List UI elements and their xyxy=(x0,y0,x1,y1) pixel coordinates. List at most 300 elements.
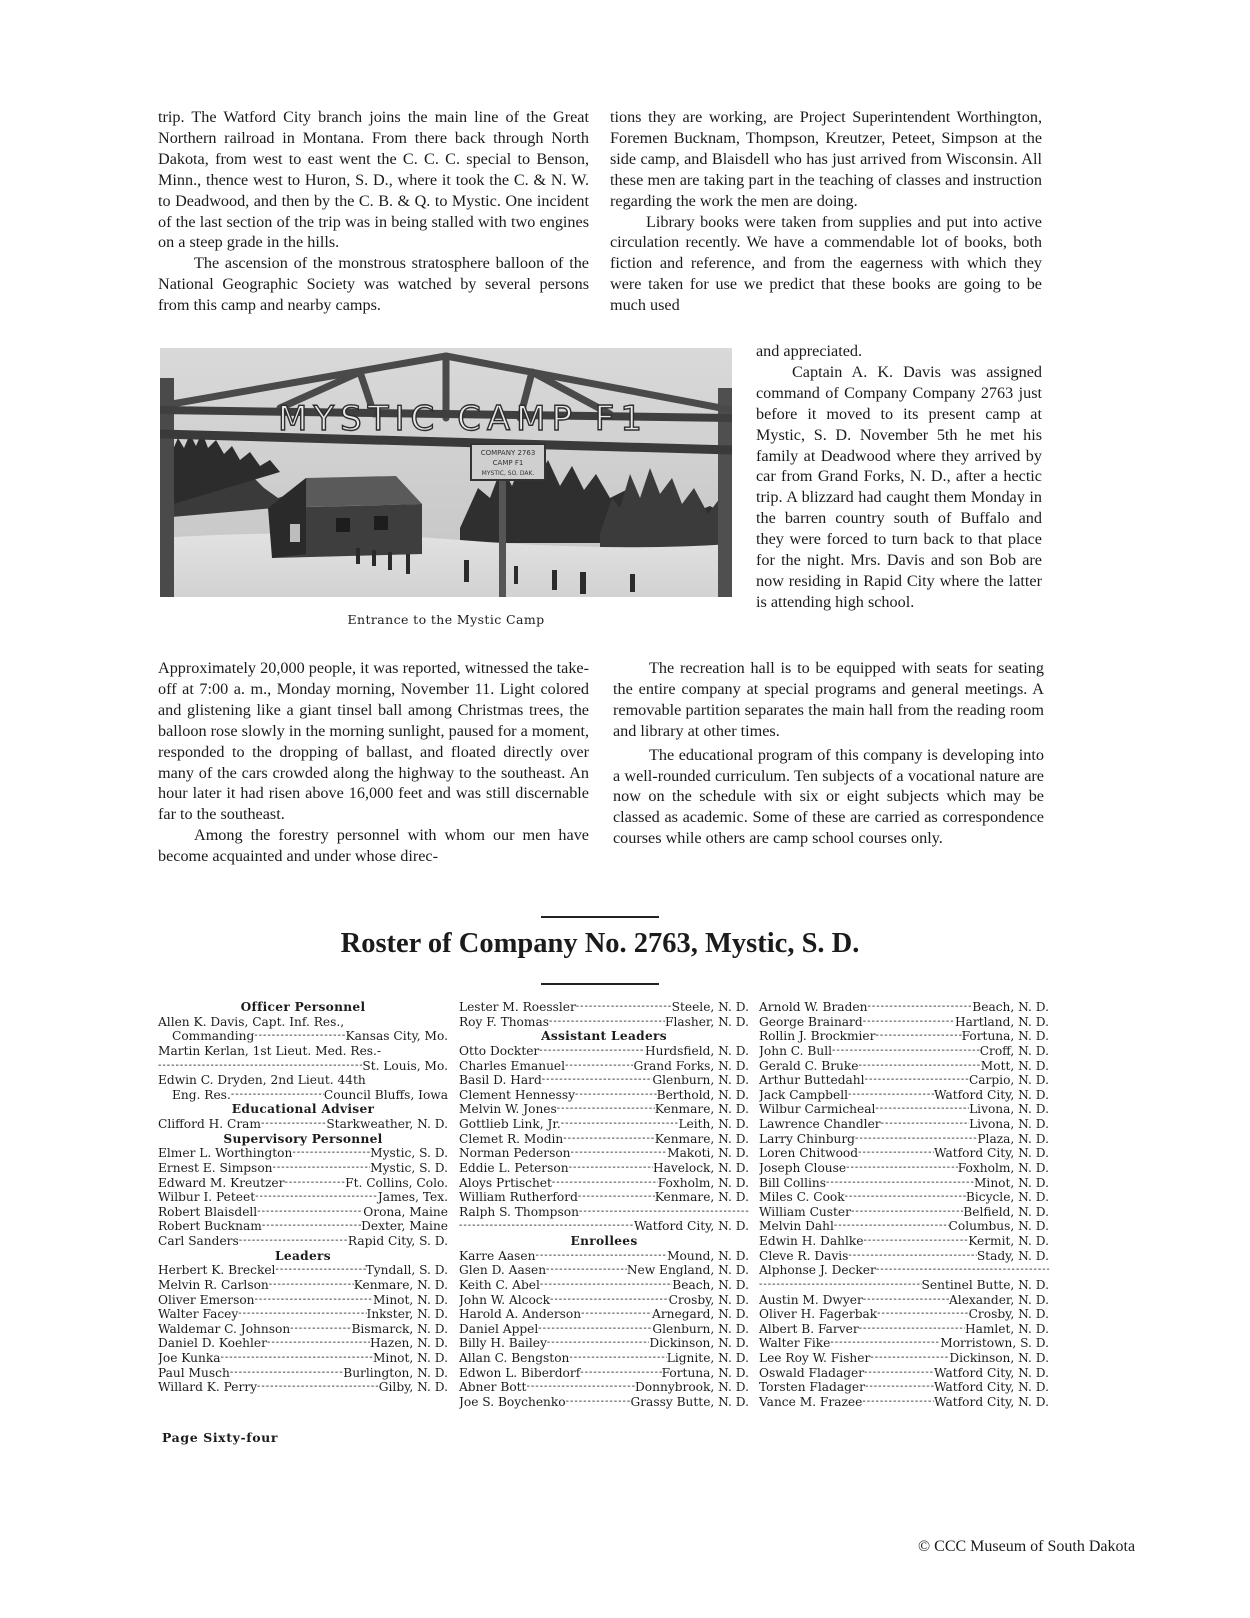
leader-dashes xyxy=(290,1322,351,1337)
leader-dashes xyxy=(858,1146,934,1161)
roster-entry xyxy=(759,1117,1049,1132)
roster-entry xyxy=(459,1249,749,1264)
roster-hometown: Beach, N. D. xyxy=(672,1277,749,1292)
roster-hometown: Columbus, N. D. xyxy=(948,1219,1049,1234)
leader-dashes xyxy=(257,1205,363,1220)
roster-entry xyxy=(759,1322,1049,1337)
roster-hometown: Bismarck, N. D. xyxy=(351,1321,448,1336)
roster-hometown: Watford City, N. D. xyxy=(634,1219,749,1234)
leader-dashes xyxy=(875,1102,969,1117)
roster-name: Bill Collins xyxy=(759,1175,826,1190)
leader-dashes xyxy=(262,1219,361,1234)
roster-name: Roy F. Thomas xyxy=(459,1014,549,1029)
roster-entry xyxy=(459,1278,749,1293)
roster-hometown: Hazen, N. D. xyxy=(370,1336,448,1351)
roster-name: Larry Chinburg xyxy=(759,1131,855,1146)
roster-name: Melvin R. Carlson xyxy=(158,1277,269,1292)
leader-dashes xyxy=(864,1366,934,1381)
roster-hometown: Grassy Butte, N. D. xyxy=(630,1394,749,1409)
roster-hometown: Dexter, Maine xyxy=(361,1219,448,1234)
roster-entry xyxy=(459,1000,749,1015)
roster-entry xyxy=(759,1249,1049,1264)
roster-hometown: Kenmare, N. D. xyxy=(654,1190,749,1205)
paragraph: Approximately 20,000 people, it was reported, witnessed the take-off at 7:00 a. m., Monday morning, November 11. Light colored and glistening like a giant tinsel ball among Christmas trees, the balloon rose slowly in the morning sunlight, paused for a moment, responded to the dropping of ballast, and floated directly over many of the cars crowded along the highway to the southeast. An hour later it had risen above 16,000 feet and was still discernable far to the southeast. xyxy=(158,659,589,824)
leader-dashes xyxy=(267,1336,370,1351)
roster-hometown: Sentinel Butte, N. D. xyxy=(921,1277,1049,1292)
roster-entry xyxy=(158,1366,448,1381)
roster-entry xyxy=(459,1263,749,1278)
roster-name: Clement Hennessy xyxy=(459,1087,575,1102)
roster-name: Alphonse J. Decker xyxy=(759,1263,876,1278)
roster-entry xyxy=(759,1176,1049,1191)
roster-name: Miles C. Cook xyxy=(759,1190,845,1205)
leader-dashes xyxy=(261,1117,326,1132)
roster-section-heading: Supervisory Personnel xyxy=(223,1131,383,1146)
leader-dashes xyxy=(547,1336,649,1351)
roster-name: Allan C. Bengston xyxy=(459,1351,570,1365)
small-sign-line: COMPANY 2763 xyxy=(480,449,536,457)
leader-dashes xyxy=(579,1205,749,1220)
leader-dashes xyxy=(870,1351,949,1366)
roster-hometown: Inkster, N. D. xyxy=(366,1307,448,1322)
roster-entry xyxy=(459,1219,749,1234)
roster-hometown: Grand Forks, N. D. xyxy=(633,1058,749,1073)
leader-dashes xyxy=(230,1366,343,1381)
roster-entry xyxy=(158,1278,448,1293)
roster-hometown: Fortuna, N. D. xyxy=(961,1029,1049,1044)
roster-hometown: Foxholm, N. D. xyxy=(957,1160,1049,1175)
roster-hometown: Belfield, N. D. xyxy=(963,1204,1049,1219)
roster-entry xyxy=(759,1161,1049,1176)
roster-entry xyxy=(158,1307,448,1322)
leader-dashes xyxy=(269,1278,354,1293)
leader-dashes xyxy=(845,1190,966,1205)
roster-hometown: Foxholm, N. D. xyxy=(657,1175,749,1190)
roster-hometown: Starkweather, N. D. xyxy=(326,1117,448,1131)
roster-entry xyxy=(158,1190,448,1205)
roster-section-heading: Leaders xyxy=(275,1248,331,1263)
roster-entry xyxy=(158,1117,448,1132)
roster-hometown: Orona, Maine xyxy=(363,1204,448,1219)
leader-dashes xyxy=(539,1044,645,1059)
roster-name: Elmer L. Worthington xyxy=(158,1146,293,1161)
roster-entry xyxy=(459,1146,749,1161)
roster-name: Herbert K. Breckel xyxy=(158,1263,276,1278)
roster-entry xyxy=(158,1351,448,1366)
roster-hometown: Leith, N. D. xyxy=(678,1117,749,1131)
roster-entry xyxy=(158,1380,448,1395)
leader-dashes xyxy=(855,1132,977,1147)
roster-name: Joe Kunka xyxy=(158,1351,221,1365)
roster-name: Arnold W. Braden xyxy=(759,1000,868,1014)
leader-dashes xyxy=(569,1351,666,1366)
roster-entry xyxy=(459,1366,749,1381)
roster-name: Edwon L. Biberdorf xyxy=(459,1365,581,1380)
roster-entry xyxy=(459,1132,749,1147)
roster-entry xyxy=(158,1161,448,1176)
roster-section-heading: Enrollees xyxy=(570,1234,638,1248)
roster-name: Billy H. Bailey xyxy=(459,1336,547,1351)
camp-entrance-photo xyxy=(160,348,732,597)
roster-name: Melvin W. Jones xyxy=(459,1102,557,1117)
leader-dashes xyxy=(538,1322,652,1337)
paragraph: tions they are working, are Project Superintendent Worthington, Foremen Bucknam, Thompson, Kreutzer, Peteet, Simpson at the side camp, and Blaisdell who has just arrived from Wisconsin. All these men are taking part in the teaching of classes and instruction regarding the work the men are doing. xyxy=(610,108,1042,210)
roster-hometown: Carpio, N. D. xyxy=(968,1073,1049,1088)
leader-dashes xyxy=(292,1146,370,1161)
leader-dashes xyxy=(557,1102,655,1117)
roster-hometown: Hurdsfield, N. D. xyxy=(645,1043,749,1058)
roster-hometown: Watford City, N. D. xyxy=(934,1146,1049,1161)
roster-hometown: Kenmare, N. D. xyxy=(654,1102,749,1117)
leader-dashes xyxy=(459,1219,634,1234)
roster-entry xyxy=(459,1044,749,1059)
roster-entry xyxy=(158,1176,448,1191)
arch-sign-text: MYSTIC CAMP F1 xyxy=(278,399,648,439)
paragraph: trip. The Watford City branch joins the main line of the Great Northern railroad in Montana. From there back through North Dakota, from west to east went the C. C. C. special to Benson, Minn., thence west to Huron, S. D., where it took the C. & N. W. to Deadwood, and then by the C. B. & Q. to Mystic. One incident of the last section of the trip was in being stalled with two engines on a steep grade in the hills. xyxy=(158,108,589,252)
roster-name: Joe S. Boychenko xyxy=(459,1394,566,1409)
roster-entry xyxy=(459,1190,749,1205)
leader-dashes xyxy=(858,1059,980,1074)
leader-dashes xyxy=(254,1029,345,1044)
roster-hometown: Fortuna, N. D. xyxy=(661,1365,749,1380)
roster-name: Melvin Dahl xyxy=(759,1219,834,1234)
roster-name: Oliver H. Fagerbak xyxy=(759,1307,878,1322)
leader-dashes xyxy=(830,1336,940,1351)
article-column-left-top xyxy=(158,107,589,316)
roster-name: Harold A. Anderson xyxy=(459,1307,582,1322)
roster-hometown: Flasher, N. D. xyxy=(664,1014,749,1029)
leader-dashes xyxy=(566,1395,631,1410)
leader-dashes xyxy=(859,1322,965,1337)
leader-dashes xyxy=(158,1059,362,1074)
roster-entry xyxy=(459,1176,749,1191)
leader-dashes xyxy=(881,1117,969,1132)
article-column-right-top xyxy=(610,107,1042,316)
leader-dashes xyxy=(569,1161,653,1176)
roster-name: Arthur Buttedahl xyxy=(759,1073,865,1088)
leader-dashes xyxy=(581,1307,652,1322)
leader-dashes xyxy=(561,1117,679,1132)
roster-entry xyxy=(759,1351,1049,1366)
roster-entry xyxy=(158,1205,448,1220)
roster-entry xyxy=(459,1380,749,1395)
leader-dashes xyxy=(862,1395,934,1410)
roster-hometown: Gilby, N. D. xyxy=(378,1380,448,1395)
roster-name: Commanding xyxy=(172,1029,255,1044)
roster-hometown: Kenmare, N. D. xyxy=(353,1277,448,1292)
roster-hometown: Beach, N. D. xyxy=(972,1000,1049,1014)
divider-rule xyxy=(541,916,659,918)
roster-name: Lester M. Roessler xyxy=(459,1000,576,1014)
leader-dashes xyxy=(851,1205,963,1220)
roster-hometown: Mound, N. D. xyxy=(667,1248,749,1263)
paragraph: Captain A. K. Davis was assigned command of Company Company 2763 just before it moved to its present camp at Mystic, S. D. November 5th he met his family at Deadwood where they arrived by car from Grand Forks, N. D., after a hectic trip. A blizzard had caught them Monday in the barren country south of Buffalo and they were forced to turn back to that place for the night. Mrs. Davis and son Bob are now residing in Rapid City where the latter is attending high school. xyxy=(756,362,1042,611)
roster-entry xyxy=(459,1102,749,1117)
leader-dashes xyxy=(275,1263,365,1278)
roster-entry xyxy=(459,1351,749,1366)
roster-section-heading: Educational Adviser xyxy=(231,1102,375,1117)
roster-name: Wilbur Carmicheal xyxy=(759,1102,876,1117)
roster-name: Keith C. Abel xyxy=(459,1277,540,1292)
roster-name: Paul Musch xyxy=(158,1365,230,1380)
roster-name: Clemet R. Modin xyxy=(459,1131,564,1146)
roster-entry xyxy=(759,1293,1049,1308)
roster-name: Ralph S. Thompson xyxy=(459,1204,579,1219)
roster-name: Rollin J. Brockmier xyxy=(759,1029,876,1044)
roster-name: George Brainard xyxy=(759,1014,863,1029)
leader-dashes xyxy=(865,1380,934,1395)
roster-entry xyxy=(759,1088,1049,1103)
roster-name: Edward M. Kreutzer xyxy=(158,1175,285,1190)
roster-name: Albert B. Farver xyxy=(759,1321,859,1336)
leader-dashes xyxy=(826,1176,974,1191)
photo-caption: Entrance to the Mystic Camp xyxy=(347,612,545,627)
leader-dashes xyxy=(876,1263,1049,1278)
roster-name: Abner Bott xyxy=(459,1380,527,1395)
roster-name: Edwin H. Dahlke xyxy=(759,1234,864,1248)
roster-entry xyxy=(459,1073,749,1088)
roster-column-2 xyxy=(459,1000,749,1410)
roster-entry xyxy=(459,1015,749,1030)
leader-dashes xyxy=(865,1073,969,1088)
roster-section-heading: Assistant Leaders xyxy=(541,1029,667,1044)
leader-dashes xyxy=(550,1293,669,1308)
paragraph: The recreation hall is to be equipped with seats for seating the entire company at special programs and general meetings. A removable partition separates the main hall from the reading room and library at other times. xyxy=(613,659,1044,740)
roster-entry xyxy=(759,1073,1049,1088)
roster-name: Austin M. Dwyer xyxy=(759,1292,863,1307)
leader-dashes xyxy=(578,1190,655,1205)
roster-hometown: Mystic, S. D. xyxy=(370,1160,448,1175)
roster-hometown: Kermit, N. D. xyxy=(968,1234,1049,1248)
leader-dashes xyxy=(863,1293,949,1308)
roster-name: Oswald Fladager xyxy=(759,1365,865,1380)
roster-name: Oliver Emerson xyxy=(158,1292,255,1307)
roster-column-3 xyxy=(759,1000,1049,1410)
roster-hometown: Council Bluffs, Iowa xyxy=(323,1087,448,1102)
leader-dashes xyxy=(284,1176,345,1191)
roster-entry xyxy=(759,1234,1049,1249)
roster-entry xyxy=(759,1366,1049,1381)
roster-hometown: Mott, N. D. xyxy=(980,1058,1049,1073)
roster-name: Lee Roy W. Fisher xyxy=(759,1351,871,1365)
roster-entry xyxy=(459,1117,749,1132)
roster-hometown: Morristown, S. D. xyxy=(940,1336,1049,1351)
leader-dashes xyxy=(571,1146,668,1161)
leader-dashes xyxy=(832,1044,980,1059)
roster-hometown: Rapid City, S. D. xyxy=(347,1234,448,1248)
roster-hometown: Livona, N. D. xyxy=(969,1102,1049,1117)
roster-name: Lawrence Chandler xyxy=(759,1117,881,1131)
leader-dashes xyxy=(536,1249,668,1264)
leader-dashes xyxy=(540,1278,672,1293)
roster-name: Gerald C. Bruke xyxy=(759,1058,859,1073)
leader-dashes xyxy=(239,1234,348,1249)
roster-entry xyxy=(158,1234,448,1249)
roster-entry xyxy=(759,1307,1049,1322)
leader-dashes xyxy=(848,1249,976,1264)
leader-dashes xyxy=(580,1366,661,1381)
roster-hometown: Havelock, N. D. xyxy=(652,1160,749,1175)
roster-name: Basil D. Hard xyxy=(459,1073,542,1088)
roster-hometown: Tyndall, S. D. xyxy=(365,1263,448,1278)
roster-section-heading: Officer Personnel xyxy=(240,1000,366,1014)
roster-hometown: Alexander, N. D. xyxy=(949,1292,1049,1307)
leader-dashes xyxy=(549,1015,665,1030)
leader-dashes xyxy=(563,1132,654,1147)
leader-dashes xyxy=(552,1176,658,1191)
roster-entry xyxy=(158,1219,448,1234)
roster-hometown: Watford City, N. D. xyxy=(934,1380,1049,1395)
roster-entry xyxy=(158,1029,448,1044)
roster-name: Otto Dockter xyxy=(459,1043,540,1058)
leader-dashes xyxy=(542,1073,653,1088)
roster-name: Robert Blaisdell xyxy=(158,1204,258,1219)
roster-name: Willard K. Perry xyxy=(158,1380,258,1395)
page-number: Page Sixty-four xyxy=(162,1430,279,1445)
roster-name: Eddie L. Peterson xyxy=(459,1160,569,1175)
roster-entry xyxy=(759,1190,1049,1205)
paragraph: The ascension of the monstrous stratosphere balloon of the National Geographic Society was watched by several persons from this camp and nearby camps. xyxy=(158,254,589,315)
roster-name: Norman Pederson xyxy=(459,1146,571,1161)
roster-entry xyxy=(759,1205,1049,1220)
roster-name: William Custer xyxy=(759,1204,851,1219)
roster-name: Robert Bucknam xyxy=(158,1219,262,1234)
roster-column-1 xyxy=(158,1000,448,1395)
leader-dashes xyxy=(273,1161,371,1176)
roster-entry xyxy=(459,1059,749,1074)
roster-name: John C. Bull xyxy=(759,1043,833,1058)
roster-hometown: Hartland, N. D. xyxy=(954,1014,1049,1029)
roster-hometown: Makoti, N. D. xyxy=(667,1146,749,1161)
small-sign-line: MYSTIC, SO. DAK. xyxy=(481,470,535,477)
roster-entry xyxy=(459,1205,749,1220)
roster-entry xyxy=(759,1059,1049,1074)
leader-dashes xyxy=(875,1029,961,1044)
roster-hometown: Croff, N. D. xyxy=(979,1043,1049,1058)
roster-hometown: Watford City, N. D. xyxy=(934,1394,1049,1409)
roster-hometown: Stady, N. D. xyxy=(976,1248,1049,1263)
roster-hometown: Hamlet, N. D. xyxy=(964,1321,1049,1336)
roster-name: Walter Facey xyxy=(158,1307,239,1322)
roster-entry xyxy=(759,1380,1049,1395)
leader-dashes xyxy=(221,1351,373,1366)
leader-dashes xyxy=(231,1088,324,1103)
roster-entry xyxy=(459,1161,749,1176)
roster-entry xyxy=(759,1336,1049,1351)
roster-hometown: Kansas City, Mo. xyxy=(345,1029,448,1044)
leader-dashes xyxy=(863,1015,955,1030)
roster-entry xyxy=(759,1219,1049,1234)
roster-hometown: Burlington, N. D. xyxy=(343,1365,448,1380)
roster-hometown: Watford City, N. D. xyxy=(934,1365,1049,1380)
roster-hometown: Minot, N. D. xyxy=(973,1175,1049,1190)
leader-dashes xyxy=(834,1219,949,1234)
roster-entry xyxy=(158,1336,448,1351)
roster-entry xyxy=(759,1044,1049,1059)
roster-name: Glen D. Aasen xyxy=(459,1263,547,1278)
roster-text-line: Allen K. Davis, Capt. Inf. Res., xyxy=(158,1014,345,1029)
roster-hometown: Watford City, N. D. xyxy=(934,1087,1049,1102)
roster-entry xyxy=(158,1293,448,1308)
divider-rule xyxy=(541,983,659,985)
paragraph: Among the forestry personnel with whom our men have become acquainted and under whose direc- xyxy=(158,826,589,866)
roster-hometown: Berthold, N. D. xyxy=(656,1087,749,1102)
roster-hometown: Kenmare, N. D. xyxy=(654,1131,749,1146)
roster-hometown: Plaza, N. D. xyxy=(977,1131,1049,1146)
roster-name: Joseph Clouse xyxy=(759,1160,847,1175)
roster-name: Karre Aasen xyxy=(459,1248,536,1263)
roster-hometown: Ft. Collins, Colo. xyxy=(345,1175,448,1190)
roster-entry xyxy=(158,1088,448,1103)
leader-dashes xyxy=(575,1088,657,1103)
leader-dashes xyxy=(257,1380,379,1395)
leader-dashes xyxy=(848,1088,934,1103)
roster-entry xyxy=(459,1088,749,1103)
leader-dashes xyxy=(576,1000,672,1015)
roster-name: Cleve R. Davis xyxy=(759,1248,849,1263)
roster-name: Clifford H. Cram xyxy=(158,1117,261,1131)
roster-hometown: James, Tex. xyxy=(377,1190,448,1205)
leader-dashes xyxy=(255,1190,378,1205)
roster-hometown: St. Louis, Mo. xyxy=(362,1058,448,1073)
roster-hometown: Crosby, N. D. xyxy=(668,1292,749,1307)
article-column-right-bottom xyxy=(613,658,1044,849)
small-sign-line: CAMP F1 xyxy=(492,459,524,467)
roster-entry xyxy=(158,1263,448,1278)
roster-entry xyxy=(759,1395,1049,1410)
leader-dashes xyxy=(759,1278,922,1293)
roster-entry xyxy=(158,1146,448,1161)
roster-hometown: Crosby, N. D. xyxy=(968,1307,1049,1322)
leader-dashes xyxy=(864,1234,969,1249)
roster-entry xyxy=(759,1000,1049,1015)
roster-entry xyxy=(759,1278,1049,1293)
roster-hometown: Livona, N. D. xyxy=(969,1117,1049,1131)
article-column-right-narrow xyxy=(756,341,1042,613)
roster-name: Walter Fike xyxy=(759,1336,831,1351)
roster-hometown: Lignite, N. D. xyxy=(666,1351,749,1365)
roster-name: Daniel Appel xyxy=(459,1321,539,1336)
roster-hometown: Steele, N. D. xyxy=(671,1000,749,1014)
roster-hometown: Arnegard, N. D. xyxy=(652,1307,749,1322)
roster-entry xyxy=(158,1059,448,1074)
roster-name: Aloys Prtischet xyxy=(459,1175,552,1190)
roster-entry xyxy=(759,1263,1049,1278)
roster-hometown: Minot, N. D. xyxy=(372,1351,448,1365)
roster-name: Gottlieb Link, Jr. xyxy=(459,1117,561,1131)
roster-hometown: Bicycle, N. D. xyxy=(965,1190,1049,1205)
leader-dashes xyxy=(238,1307,366,1322)
roster-name: Ernest E. Simpson xyxy=(158,1160,273,1175)
roster-entry xyxy=(459,1395,749,1410)
leader-dashes xyxy=(877,1307,968,1322)
roster-entry xyxy=(759,1029,1049,1044)
roster-entry xyxy=(459,1322,749,1337)
roster-name: Carl Sanders xyxy=(158,1234,239,1248)
roster-entry xyxy=(759,1146,1049,1161)
leader-dashes xyxy=(867,1000,972,1015)
roster-title: Roster of Company No. 2763, Mystic, S. D. xyxy=(340,928,860,959)
roster-entry xyxy=(759,1132,1049,1147)
roster-hometown: New England, N. D. xyxy=(626,1263,749,1278)
roster-entry xyxy=(459,1293,749,1308)
roster-name: Waldemar C. Johnson xyxy=(158,1321,291,1336)
copyright-notice: © CCC Museum of South Dakota xyxy=(918,1538,1136,1555)
leader-dashes xyxy=(846,1161,958,1176)
roster-name: Wilbur I. Peteet xyxy=(158,1190,256,1205)
roster-name: Torsten Fladager xyxy=(759,1380,865,1395)
leader-dashes xyxy=(565,1059,633,1074)
